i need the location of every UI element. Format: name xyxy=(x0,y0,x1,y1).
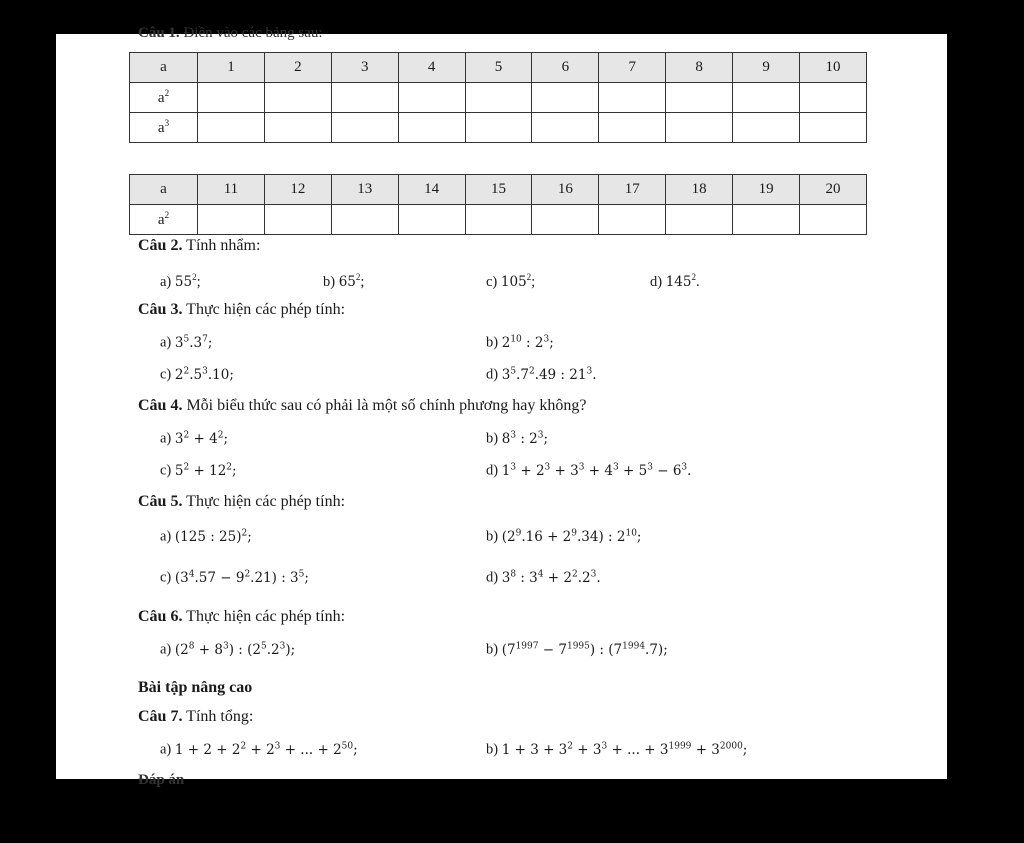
header-cell: 11 xyxy=(198,175,265,205)
empty-cell xyxy=(264,83,331,113)
empty-cell xyxy=(331,83,398,113)
header-cell: 2 xyxy=(264,53,331,83)
empty-cell xyxy=(264,113,331,143)
header-cell: a xyxy=(130,175,198,205)
cau7-item-a: a) $1 + 2 + 2^2 + 2^3$ + ... + $2^{50}$; xyxy=(160,741,358,758)
cau2-item-b: b) $65^2$; xyxy=(323,272,365,290)
header-cell: 6 xyxy=(532,53,599,83)
answer-heading-cut: Đáp án xyxy=(138,772,185,788)
advanced-section-title: Bài tập nâng cao xyxy=(138,679,253,696)
empty-cell xyxy=(733,113,800,143)
header-cell: 4 xyxy=(398,53,465,83)
cau7-item-b: b) $1 + 3 + 3^2 + 3^3$ + ... + $3^{1999} + 3^{2000}$; xyxy=(486,741,748,758)
empty-cell xyxy=(198,83,265,113)
header-cell: 13 xyxy=(331,175,398,205)
cau4-item-c: c) $5^2 + 12^2$; xyxy=(160,462,237,479)
cau4-item-a: a) $3^2 + 4^2$; xyxy=(160,430,228,447)
cau2-item-c: c) $105^2$; xyxy=(486,272,536,290)
header-cell: 18 xyxy=(666,175,733,205)
empty-cell xyxy=(599,113,666,143)
empty-cell xyxy=(666,113,733,143)
empty-cell xyxy=(198,205,265,235)
cau6-item-a: a) $(2^8 + 8^3)$ : $(2^5.2^3)$; xyxy=(160,641,296,658)
cau6-item-b: b) $(7^{1997} - 7^{1995})$ : $(7^{1994}.7)$; xyxy=(486,641,668,658)
cau4-item-d: d) $1^3 + 2^3 + 3^3 + 4^3 + 5^3 - 6^3$. xyxy=(486,462,692,479)
empty-cell xyxy=(465,113,532,143)
table-a-squares-11-20 xyxy=(129,174,867,235)
empty-cell xyxy=(800,113,867,143)
empty-cell xyxy=(331,205,398,235)
empty-cell xyxy=(666,83,733,113)
cau1-heading: Câu 1. Điền vào các bảng sau: xyxy=(138,25,323,41)
cau3-item-c: c) $2^2.5^3.10$; xyxy=(160,366,234,383)
empty-cell xyxy=(599,205,666,235)
empty-cell xyxy=(398,113,465,143)
header-cell: 3 xyxy=(331,53,398,83)
cau4-heading: Câu 4. Mỗi biểu thức sau có phải là một số chính phương hay không? xyxy=(138,397,587,414)
cau5-item-c: c) $(3^4.57 - 9^2.21)$ : $3^5$; xyxy=(160,569,309,586)
cau7-heading: Câu 7. Tính tổng: xyxy=(138,708,254,725)
header-cell: 7 xyxy=(599,53,666,83)
row-label: $a^2$ xyxy=(130,83,198,113)
cau2-heading: Câu 2. Tính nhẩm: xyxy=(138,237,261,254)
row-label: $a^2$ xyxy=(130,205,198,235)
header-cell: 15 xyxy=(465,175,532,205)
header-cell: 20 xyxy=(800,175,867,205)
cau4-item-b: b) $8^3$ : $2^3$; xyxy=(486,430,549,447)
table-row-a-squared xyxy=(130,83,867,113)
empty-cell xyxy=(398,205,465,235)
empty-cell xyxy=(666,205,733,235)
table-a-squares-cubes-1-10 xyxy=(129,52,867,143)
empty-cell xyxy=(465,205,532,235)
header-cell: 14 xyxy=(398,175,465,205)
cau5-heading: Câu 5. Thực hiện các phép tính: xyxy=(138,493,346,510)
cau6-heading: Câu 6. Thực hiện các phép tính: xyxy=(138,608,346,625)
header-cell: 16 xyxy=(532,175,599,205)
header-cell: 10 xyxy=(800,53,867,83)
header-cell: a xyxy=(130,53,198,83)
empty-cell xyxy=(733,83,800,113)
empty-cell xyxy=(532,113,599,143)
table-header-row xyxy=(130,53,867,83)
empty-cell xyxy=(465,83,532,113)
worksheet-page xyxy=(56,25,947,788)
empty-cell xyxy=(532,83,599,113)
cau3-item-a: a) $3^5.3^7$; xyxy=(160,334,213,351)
table-row-a-squared xyxy=(130,205,867,235)
empty-cell xyxy=(264,205,331,235)
cau2-item-a: a) $55^2$; xyxy=(160,272,201,290)
cau3-item-b: b) $2^{10}$ : $2^3$; xyxy=(486,334,554,351)
empty-cell xyxy=(800,83,867,113)
header-cell: 5 xyxy=(465,53,532,83)
header-cell: 19 xyxy=(733,175,800,205)
empty-cell xyxy=(331,113,398,143)
cau3-heading: Câu 3. Thực hiện các phép tính: xyxy=(138,301,346,318)
empty-cell xyxy=(198,113,265,143)
empty-cell xyxy=(599,83,666,113)
cau5-item-d: d) $3^8$ : $3^4 + 2^2.2^3$. xyxy=(486,569,601,586)
empty-cell xyxy=(800,205,867,235)
header-cell: 12 xyxy=(264,175,331,205)
header-cell: 17 xyxy=(599,175,666,205)
table-header-row xyxy=(130,175,867,205)
row-label: $a^3$ xyxy=(130,113,198,143)
header-cell: 8 xyxy=(666,53,733,83)
empty-cell xyxy=(733,205,800,235)
table-row-a-cubed xyxy=(130,113,867,143)
cau5-item-b: b) $(2^9.16 + 2^9.34)$ : $2^{10}$; xyxy=(486,528,642,545)
header-cell: 9 xyxy=(733,53,800,83)
cau3-item-d: d) $3^5.7^2.49$ : $21^3$. xyxy=(486,366,597,383)
empty-cell xyxy=(532,205,599,235)
empty-cell xyxy=(398,83,465,113)
cau2-item-d: d) $145^2$. xyxy=(650,272,700,290)
cau5-item-a: a) (125 : 25)$^2$; xyxy=(160,528,252,545)
header-cell: 1 xyxy=(198,53,265,83)
